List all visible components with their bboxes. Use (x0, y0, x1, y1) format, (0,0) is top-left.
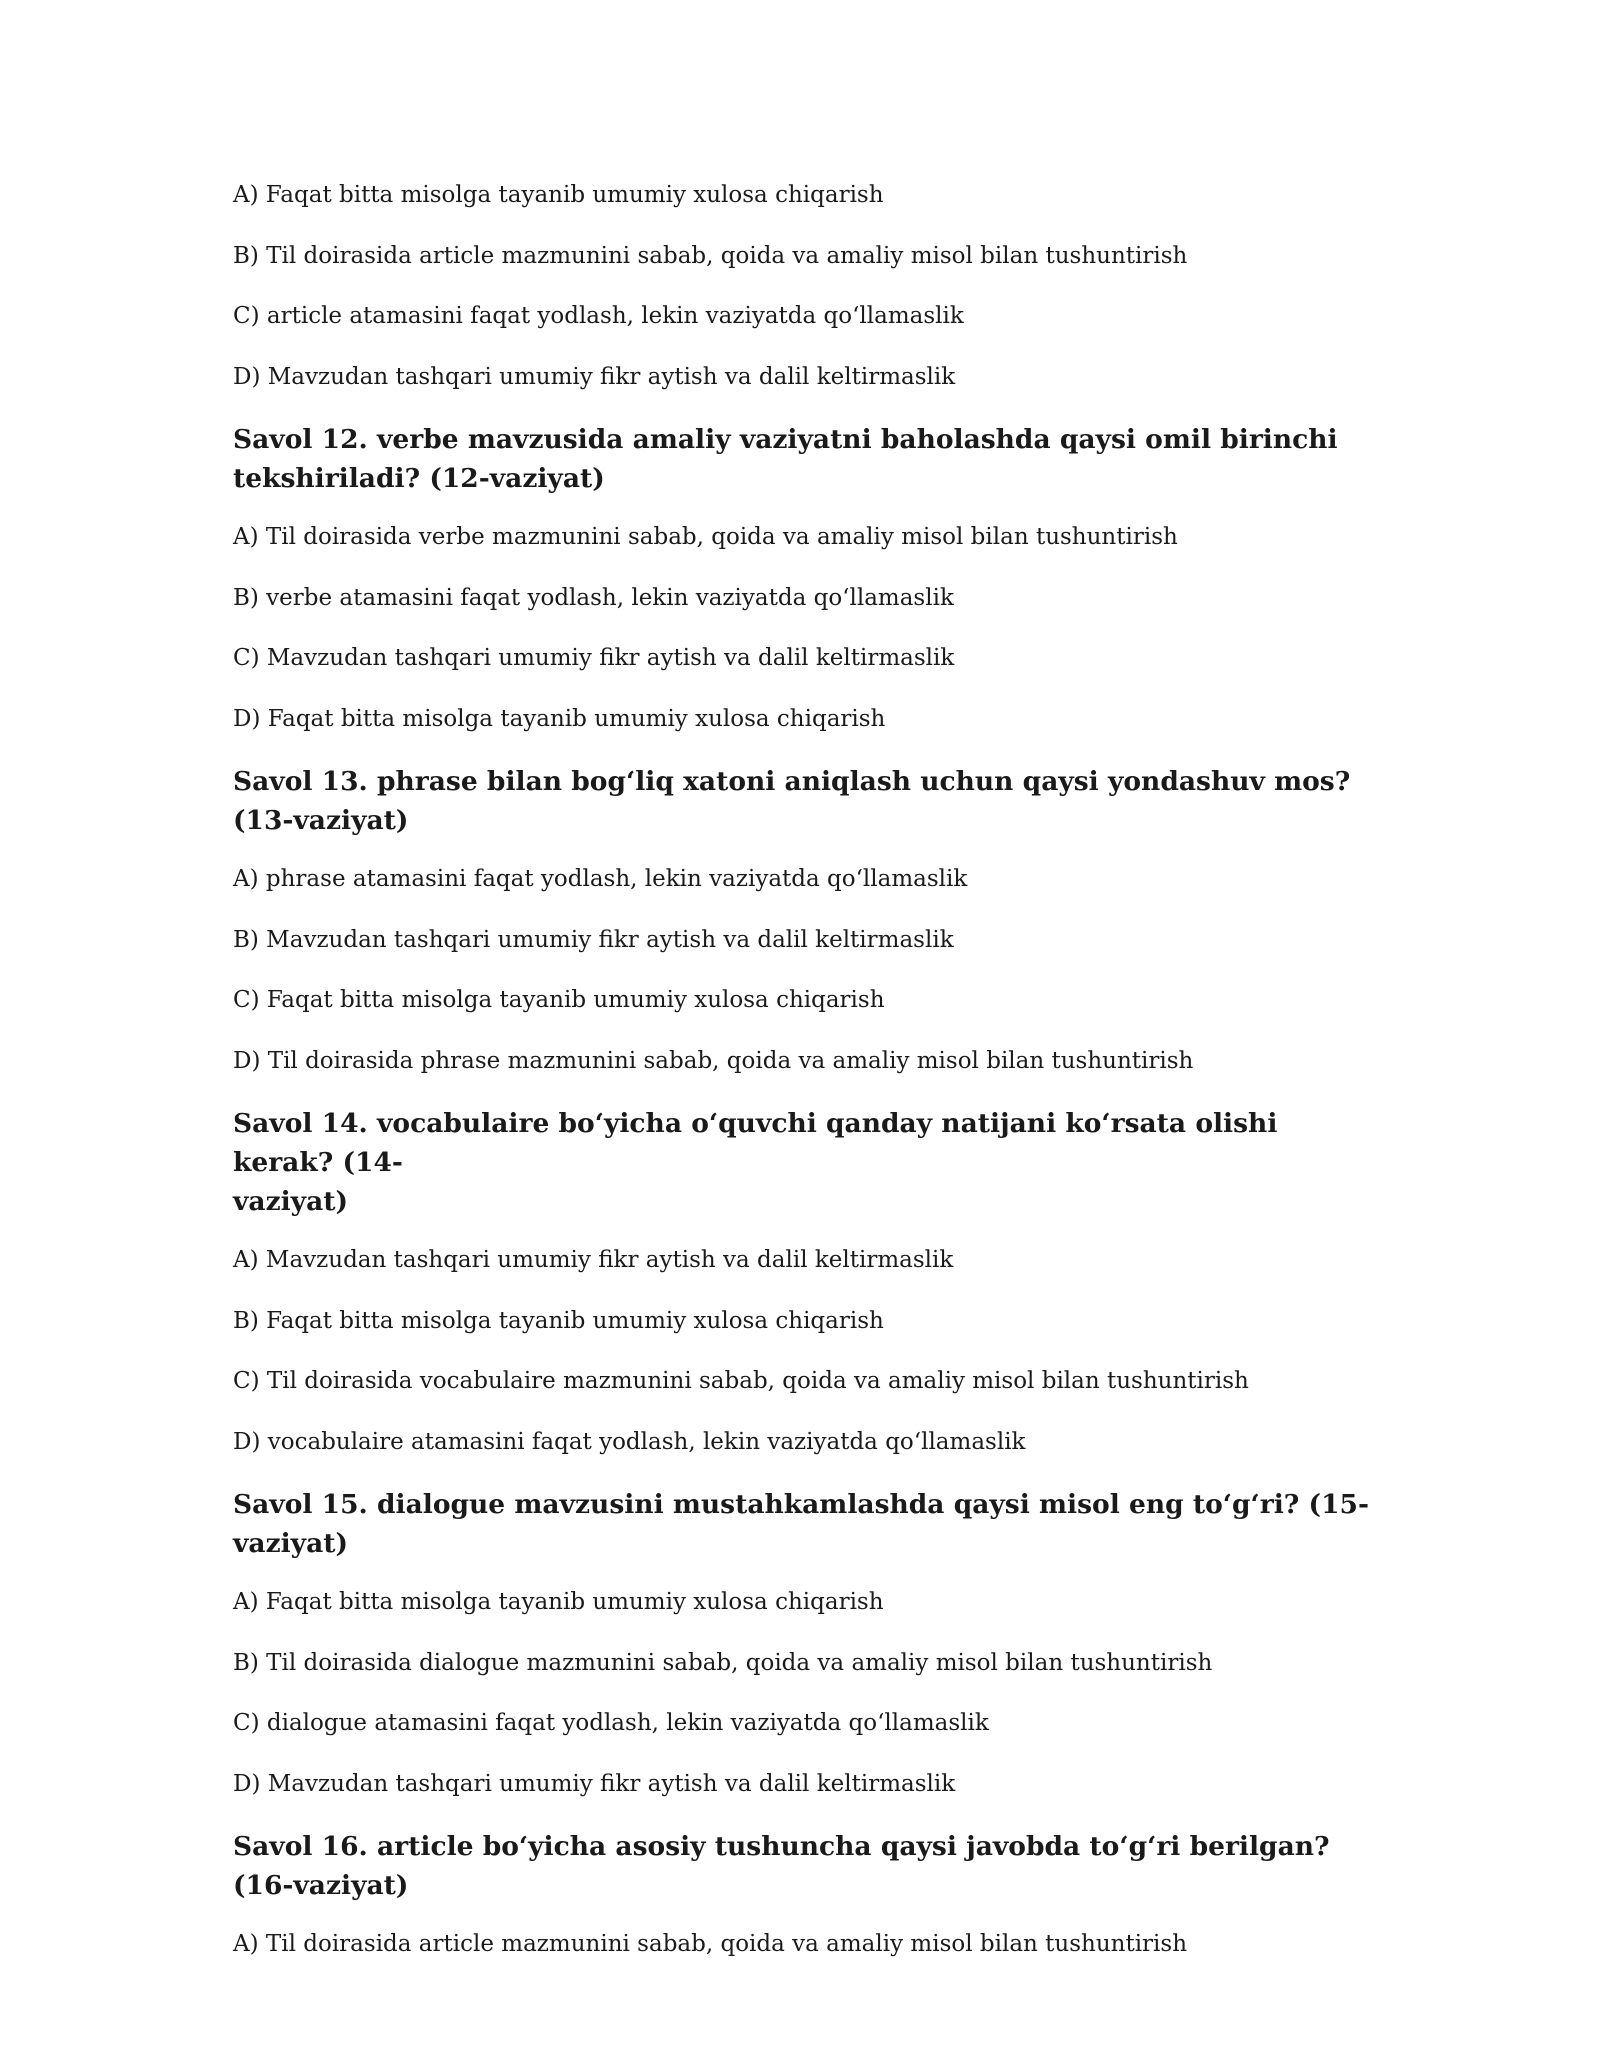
option-c-q12: C) Mavzudan tashqari umumiy fikr aytish va dalil keltirmaslik (233, 645, 955, 671)
option-a-q16: A) Til doirasida article mazmunini sabab, qoida va amaliy misol bilan tushuntirish (233, 1931, 1188, 1957)
question-14-line-1: Savol 14. vocabulaire bo‘yicha o‘quvchi qanday natijani ko‘rsata olishi kerak? (14- (233, 1108, 1278, 1178)
option-a-q14: A) Mavzudan tashqari umumiy fikr aytish va dalil keltirmaslik (233, 1247, 954, 1273)
option-d-q12: D) Faqat bitta misolga tayanib umumiy xulosa chiqarish (233, 705, 886, 732)
question-12-line-1: Savol 12. verbe mavzusida amaliy vaziyatni baholashda qaysi omil birinchi (233, 424, 1338, 455)
question-14-line-2: vaziyat) (233, 1186, 349, 1217)
option-d-q15: D) Mavzudan tashqari umumiy fikr aytish va dalil keltirmaslik (233, 1770, 956, 1797)
question-13 (233, 762, 1373, 840)
option-d-q11: D) Mavzudan tashqari umumiy fikr aytish va dalil keltirmaslik (233, 363, 956, 390)
option-b-q12: B) verbe atamasini faqat yodlash, lekin vaziyatda qo‘llamaslik (233, 584, 954, 611)
option-d-q14: D) vocabulaire atamasini faqat yodlash, lekin vaziyatda qo‘llamaslik (233, 1428, 1026, 1455)
question-15 (233, 1485, 1373, 1563)
question-16 (233, 1827, 1373, 1905)
option-c-q13: C) Faqat bitta misolga tayanib umumiy xulosa chiqarish (233, 987, 885, 1013)
option-b-q14: B) Faqat bitta misolga tayanib umumiy xulosa chiqarish (233, 1307, 884, 1334)
option-a-q11: A) Faqat bitta misolga tayanib umumiy xulosa chiqarish (233, 182, 884, 208)
option-c-q11: C) article atamasini faqat yodlash, lekin vaziyatda qo‘llamaslik (233, 303, 964, 329)
option-c-q15: C) dialogue atamasini faqat yodlash, lekin vaziyatda qo‘llamaslik (233, 1710, 989, 1736)
question-13-line-1: Savol 13. phrase bilan bog‘liq xatoni aniqlash uchun qaysi yondashuv mos? (13-vaziyat) (233, 766, 1351, 836)
document-page (233, 178, 1373, 1988)
option-a-q15: A) Faqat bitta misolga tayanib umumiy xulosa chiqarish (233, 1589, 884, 1615)
question-15-line-1: Savol 15. dialogue mavzusini mustahkamlashda qaysi misol eng to‘g‘ri? (15-vaziyat) (233, 1489, 1369, 1559)
question-12 (233, 420, 1373, 498)
option-a-q12: A) Til doirasida verbe mazmunini sabab, qoida va amaliy misol bilan tushuntirish (233, 524, 1178, 550)
option-b-q13: B) Mavzudan tashqari umumiy fikr aytish va dalil keltirmaslik (233, 926, 954, 953)
question-16-line-1: Savol 16. article bo‘yicha asosiy tushuncha qaysi javobda to‘g‘ri berilgan? (16-vaziyat) (233, 1831, 1330, 1901)
question-14 (233, 1104, 1373, 1221)
question-12-line-2: tekshiriladi? (12-vaziyat) (233, 463, 605, 494)
option-b-q11: B) Til doirasida article mazmunini sabab, qoida va amaliy misol bilan tushuntirish (233, 242, 1188, 269)
option-d-q13: D) Til doirasida phrase mazmunini sabab, qoida va amaliy misol bilan tushuntirish (233, 1047, 1194, 1074)
option-c-q14: C) Til doirasida vocabulaire mazmunini sabab, qoida va amaliy misol bilan tushuntirish (233, 1368, 1249, 1394)
option-b-q15: B) Til doirasida dialogue mazmunini sabab, qoida va amaliy misol bilan tushuntirish (233, 1649, 1213, 1676)
option-a-q13: A) phrase atamasini faqat yodlash, lekin vaziyatda qo‘llamaslik (233, 866, 968, 892)
